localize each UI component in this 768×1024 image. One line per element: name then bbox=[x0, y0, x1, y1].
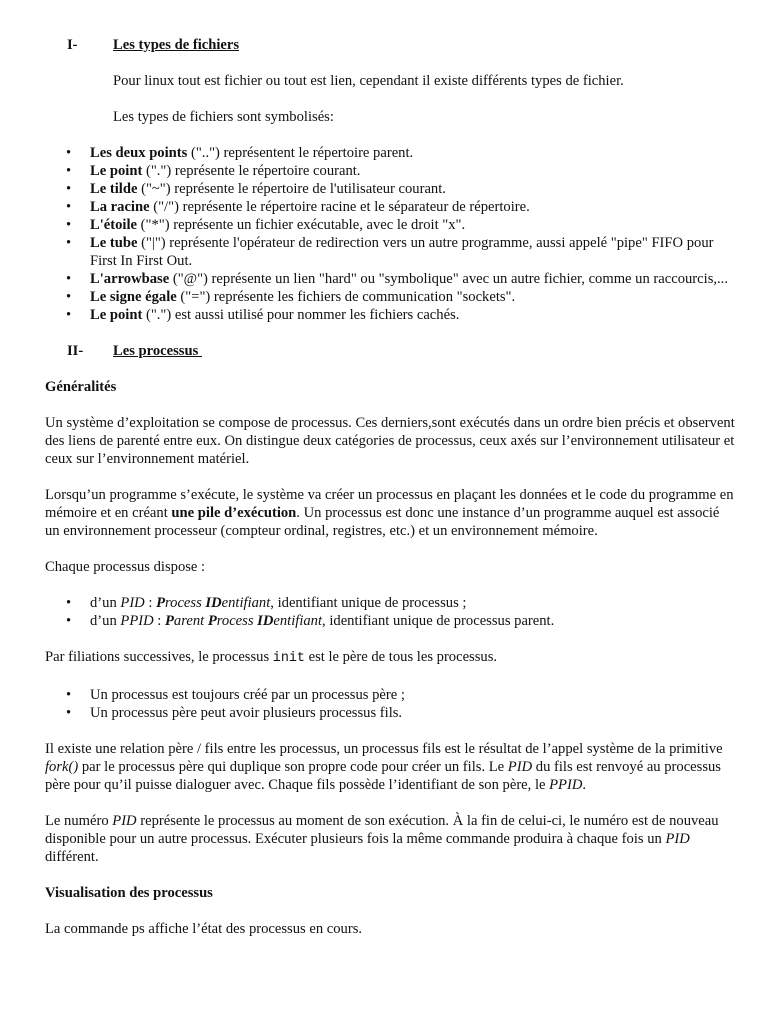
list-item bbox=[90, 306, 735, 324]
letter-bold: P bbox=[156, 595, 166, 611]
item-term: Le tube bbox=[90, 235, 138, 251]
item-text: ("=") représente les fichiers de communication "sockets". bbox=[176, 289, 516, 305]
item-term: Le point bbox=[90, 163, 143, 179]
para-emphasis: une pile d’exécution bbox=[171, 505, 297, 521]
item-text: ("/") représente le répertoire racine et le séparateur de répertoire. bbox=[149, 199, 530, 215]
item-term: Les deux points bbox=[90, 145, 188, 161]
section1-heading bbox=[67, 36, 735, 54]
paragraph-chaque: Chaque processus dispose : bbox=[45, 559, 206, 575]
list-item bbox=[90, 198, 735, 216]
item-text: (".") représente le répertoire courant. bbox=[142, 163, 361, 179]
para-text: . Un processus est donc une instance d’un programme auquel est associé un environnement processeur (compteur ordinal, registres, etc.) et un environnement mémoire. bbox=[45, 505, 720, 539]
item-text: (".") est aussi utilisé pour nommer les fichiers cachés. bbox=[142, 307, 460, 323]
section2-number: II- bbox=[67, 343, 84, 359]
paragraph-ps: La commande ps affiche l’état des processus en cours. bbox=[45, 921, 363, 937]
item-text: , identifiant unique de processus parent. bbox=[322, 613, 555, 629]
paragraph-os: Un système d’exploitation se compose de processus. Ces derniers,sont exécutés dans un ordre bien précis et observent des liens de parenté entre eux. On distingue deux catégories de processus, ceux axés sur l’environnement utilisateur et ceux sur l’environnement matériel. bbox=[45, 415, 735, 467]
item-text: rocess bbox=[165, 595, 206, 611]
item-text: rocess bbox=[216, 613, 258, 629]
item-text: d’un bbox=[90, 613, 121, 629]
list-item: • Un processus père peut avoir plusieurs processus fils. bbox=[90, 704, 735, 722]
item-text: entifiant bbox=[273, 613, 323, 629]
item-text: ("*") représente un fichier exécutable, avec le droit "x". bbox=[137, 217, 466, 233]
file-type-list bbox=[45, 144, 735, 324]
section1-symbols-intro: Les types de fichiers sont symbolisés: bbox=[113, 109, 334, 125]
letter-bold: P bbox=[165, 613, 174, 629]
para-text: est le père de tous les processus. bbox=[304, 649, 498, 665]
list-item bbox=[90, 180, 735, 198]
section1-number: I- bbox=[67, 37, 78, 53]
section1-intro: Pour linux tout est fichier ou tout est lien, cependant il existe différents types de fichier. bbox=[113, 73, 624, 89]
list-item bbox=[90, 162, 735, 180]
item-text: : bbox=[144, 595, 157, 611]
term-pid: PID bbox=[665, 831, 690, 847]
para-text: Lorsqu’un programme s’exécute, le système va créer un processus en plaçant les données et le code du programme en mémoire et en créant bbox=[45, 487, 734, 521]
paragraph-relation bbox=[45, 740, 735, 794]
list-item: • Un processus est toujours créé par un processus père ; bbox=[90, 686, 735, 704]
term-fork: fork() bbox=[45, 759, 79, 775]
para-text: représente le processus au moment de son exécution. À la fin de celui-ci, le numéro est de nouveau disponible pour un autre processus. Exécuter plusieurs fois la même commande produira à chaque fois un bbox=[45, 813, 719, 847]
item-text: ("..") représentent le répertoire parent. bbox=[187, 145, 414, 161]
item-text: ("~") représente le répertoire de l'utilisateur courant. bbox=[137, 181, 446, 197]
list-item bbox=[90, 234, 735, 270]
term-pid: PID bbox=[112, 813, 137, 829]
item-term: Le signe égale bbox=[90, 289, 177, 305]
item-term: Le tilde bbox=[90, 181, 138, 197]
para-text: . bbox=[582, 777, 587, 793]
visualisation-heading: Visualisation des processus bbox=[45, 885, 213, 901]
item-term: Le point bbox=[90, 307, 143, 323]
paragraph-filiation bbox=[45, 648, 735, 668]
document-page bbox=[45, 36, 735, 956]
list-item-ppid bbox=[90, 612, 735, 630]
paragraph-execution bbox=[45, 486, 735, 540]
para-text: Il existe une relation père / fils entre les processus, un processus fils est le résultat de l’appel système de la primitive bbox=[45, 741, 723, 757]
paragraph-numero bbox=[45, 812, 735, 866]
list-item bbox=[90, 270, 735, 288]
abbr-pid: PID bbox=[120, 595, 145, 611]
para-text: Par filiations successives, le processus bbox=[45, 649, 273, 665]
item-text: ("@") représente un lien "hard" ou "symbolique" avec un autre fichier, comme un raccourcis,... bbox=[169, 271, 728, 287]
item-text: d’un bbox=[90, 595, 121, 611]
item-term: L'étoile bbox=[90, 217, 138, 233]
item-text: : bbox=[153, 613, 165, 629]
para-text: par le processus père qui duplique son propre code pour créer un fils. Le bbox=[78, 759, 508, 775]
list-item bbox=[90, 216, 735, 234]
letter-bold: ID bbox=[257, 613, 274, 629]
letter-bold: ID bbox=[205, 595, 222, 611]
para-text: du fils est renvoyé au processus père pour qu’il puisse dialoguer avec. Chaque fils possède l’identifiant de son père, le bbox=[45, 759, 721, 793]
list-item bbox=[90, 144, 735, 162]
abbr-ppid: PPID bbox=[120, 613, 154, 629]
code-init: init bbox=[272, 651, 305, 666]
item-text: entifiant bbox=[221, 595, 271, 611]
item-text: , identifiant unique de processus ; bbox=[270, 595, 467, 611]
para-text: différent. bbox=[45, 849, 99, 865]
section1-title: Les types de fichiers bbox=[113, 37, 240, 53]
letter-bold: P bbox=[207, 613, 217, 629]
para-text: Le numéro bbox=[45, 813, 113, 829]
item-term: La racine bbox=[90, 199, 150, 215]
term-pid: PID bbox=[507, 759, 533, 775]
section2-title: Les processus bbox=[113, 343, 202, 359]
identifier-list bbox=[45, 594, 735, 630]
section2-heading bbox=[67, 342, 735, 360]
list-item-pid bbox=[90, 594, 735, 612]
list-item bbox=[90, 288, 735, 306]
generalites-heading: Généralités bbox=[45, 379, 117, 395]
item-text: ("|") représente l'opérateur de redirection vers un autre programme, aussi appelé "pipe" FIFO pour First In First Out. bbox=[90, 235, 714, 269]
item-text: arent bbox=[173, 613, 208, 629]
item-term: L'arrowbase bbox=[90, 271, 170, 287]
rules-list bbox=[45, 686, 735, 722]
term-ppid: PPID bbox=[549, 777, 583, 793]
